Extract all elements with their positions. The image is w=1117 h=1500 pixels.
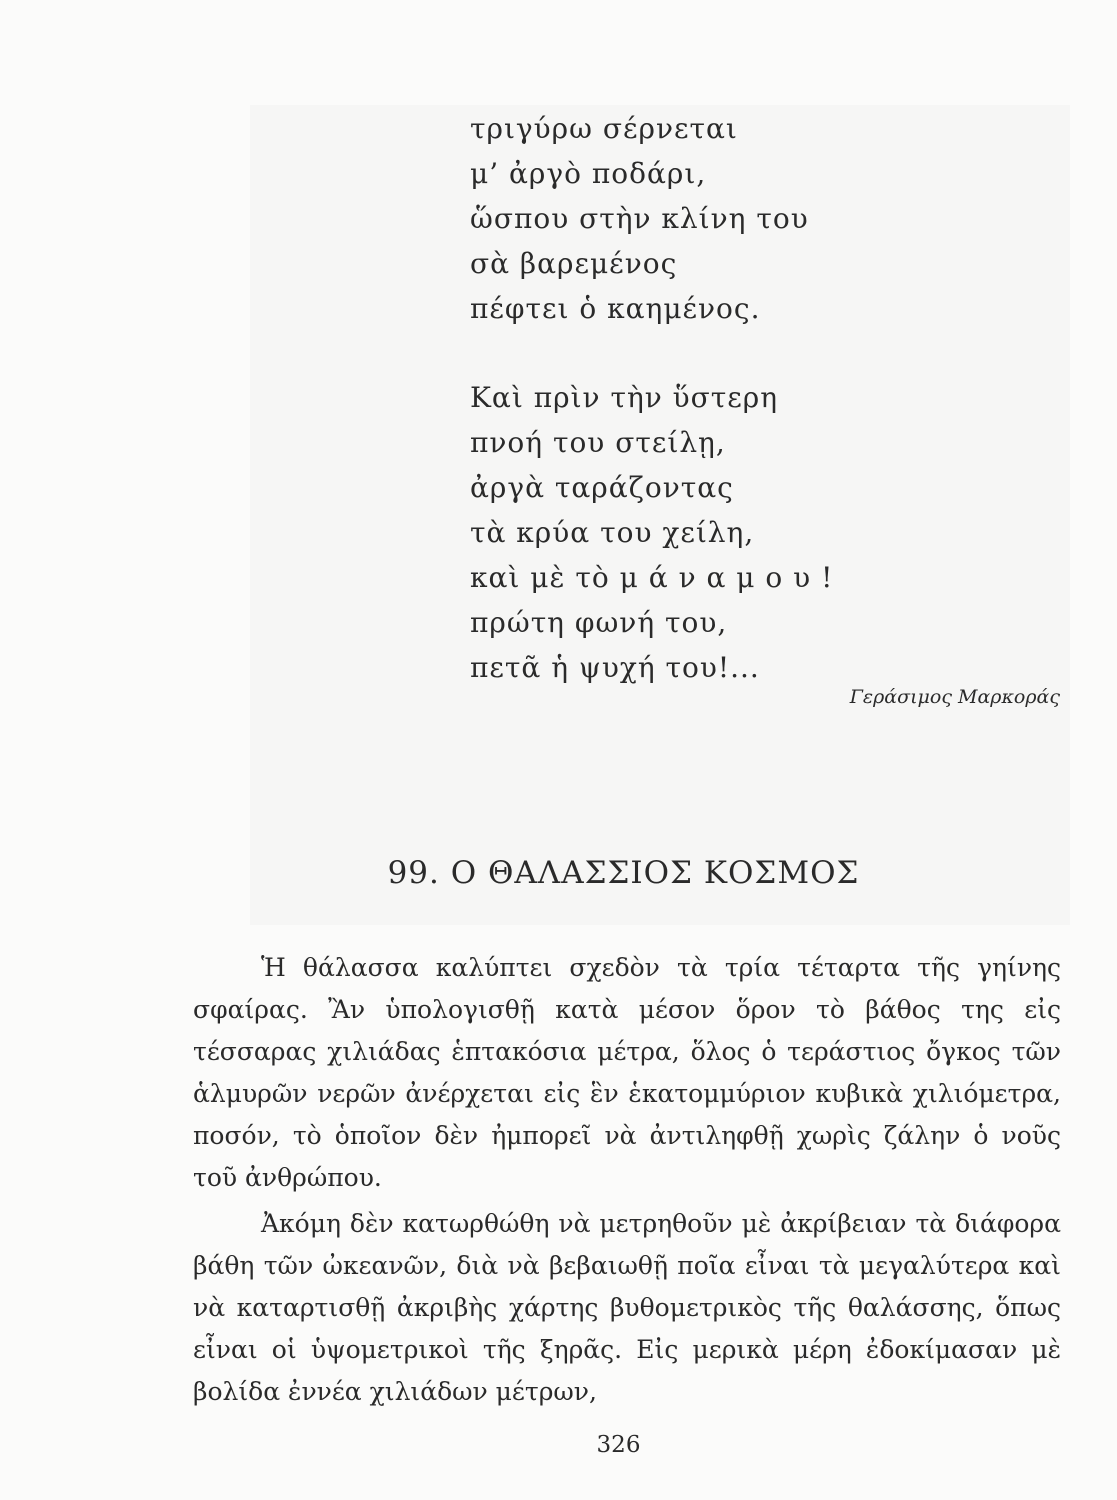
poem-line: καὶ μὲ τὸ μ ά ν α μ ο υ ! [470, 561, 834, 594]
poem [470, 106, 833, 690]
poem-line: σὰ βαρεμένος [470, 247, 678, 280]
paragraph: Ἡ θάλασσα καλύπτει σχεδὸν τὰ τρία τέταρτα τῆς γηίνης σφαίρας. Ἂν ὑπολογισθῇ κατὰ μέσον ὅρον τὸ βάθος της εἰς τέσσαρας χιλιάδας ἑπτακόσια μέτρα, ὅλος ὁ τεράστιος ὄγκος τῶν ἁλμυρῶν νερῶν ἀνέρχεται εἰς ἓν ἑκατομμύριον κυβικὰ χιλιόμετρα, ποσόν, τὸ ὁποῖον δὲν ἠμπορεῖ νὰ ἀντιληφθῇ χωρὶς ζάλην ὁ νοῦς τοῦ ἀνθρώπου. [193, 953, 1061, 1192]
stanza-break [470, 331, 833, 375]
chapter-title: 99. Ο ΘΑΛΑΣΣΙΟΣ ΚΟΣΜΟΣ [387, 855, 860, 891]
poem-line: Καὶ πρὶν τὴν ὕστερη [470, 381, 779, 414]
poem-line: πέφτει ὁ καημένος. [470, 292, 761, 325]
paragraph: Ἀκόμη δὲν κατωρθώθη νὰ μετρηθοῦν μὲ ἀκρίβειαν τὰ διάφορα βάθη τῶν ὠκεανῶν, διὰ νὰ βεβαιωθῇ ποῖα εἶναι τὰ μεγαλύτερα καὶ νὰ καταρτισθῇ ἀκριβὴς χάρτης βυθομετρικὸς τῆς θαλάσσης, ὅπως εἶναι οἱ ὑψομετρικοὶ τῆς ξηρᾶς. Εἰς μερικὰ μέρη ἐδοκίμασαν μὲ βολίδα ἐννέα χιλιάδων μέτρων, [193, 1209, 1061, 1406]
poem-line: μ’ ἀργὸ ποδάρι, [470, 157, 707, 190]
poem-line: τριγύρω σέρνεται [470, 112, 738, 145]
page-number: 326 [596, 1432, 641, 1458]
poem-line: πρώτη φωνή του, [470, 606, 728, 639]
poem-author: Γεράσιμος Μαρκοράς [849, 686, 1060, 708]
poem-line: πνοή του στείλῃ, [470, 426, 726, 459]
poem-line: ὥσπου στὴν κλίνη του [470, 202, 809, 235]
poem-line: τὰ κρύα του χείλη, [470, 516, 755, 549]
poem-line: ἀργὰ ταράζοντας [470, 471, 734, 504]
poem-line: πετᾶ ἡ ψυχή του!... [470, 651, 760, 684]
chapter-body [193, 947, 1061, 1413]
